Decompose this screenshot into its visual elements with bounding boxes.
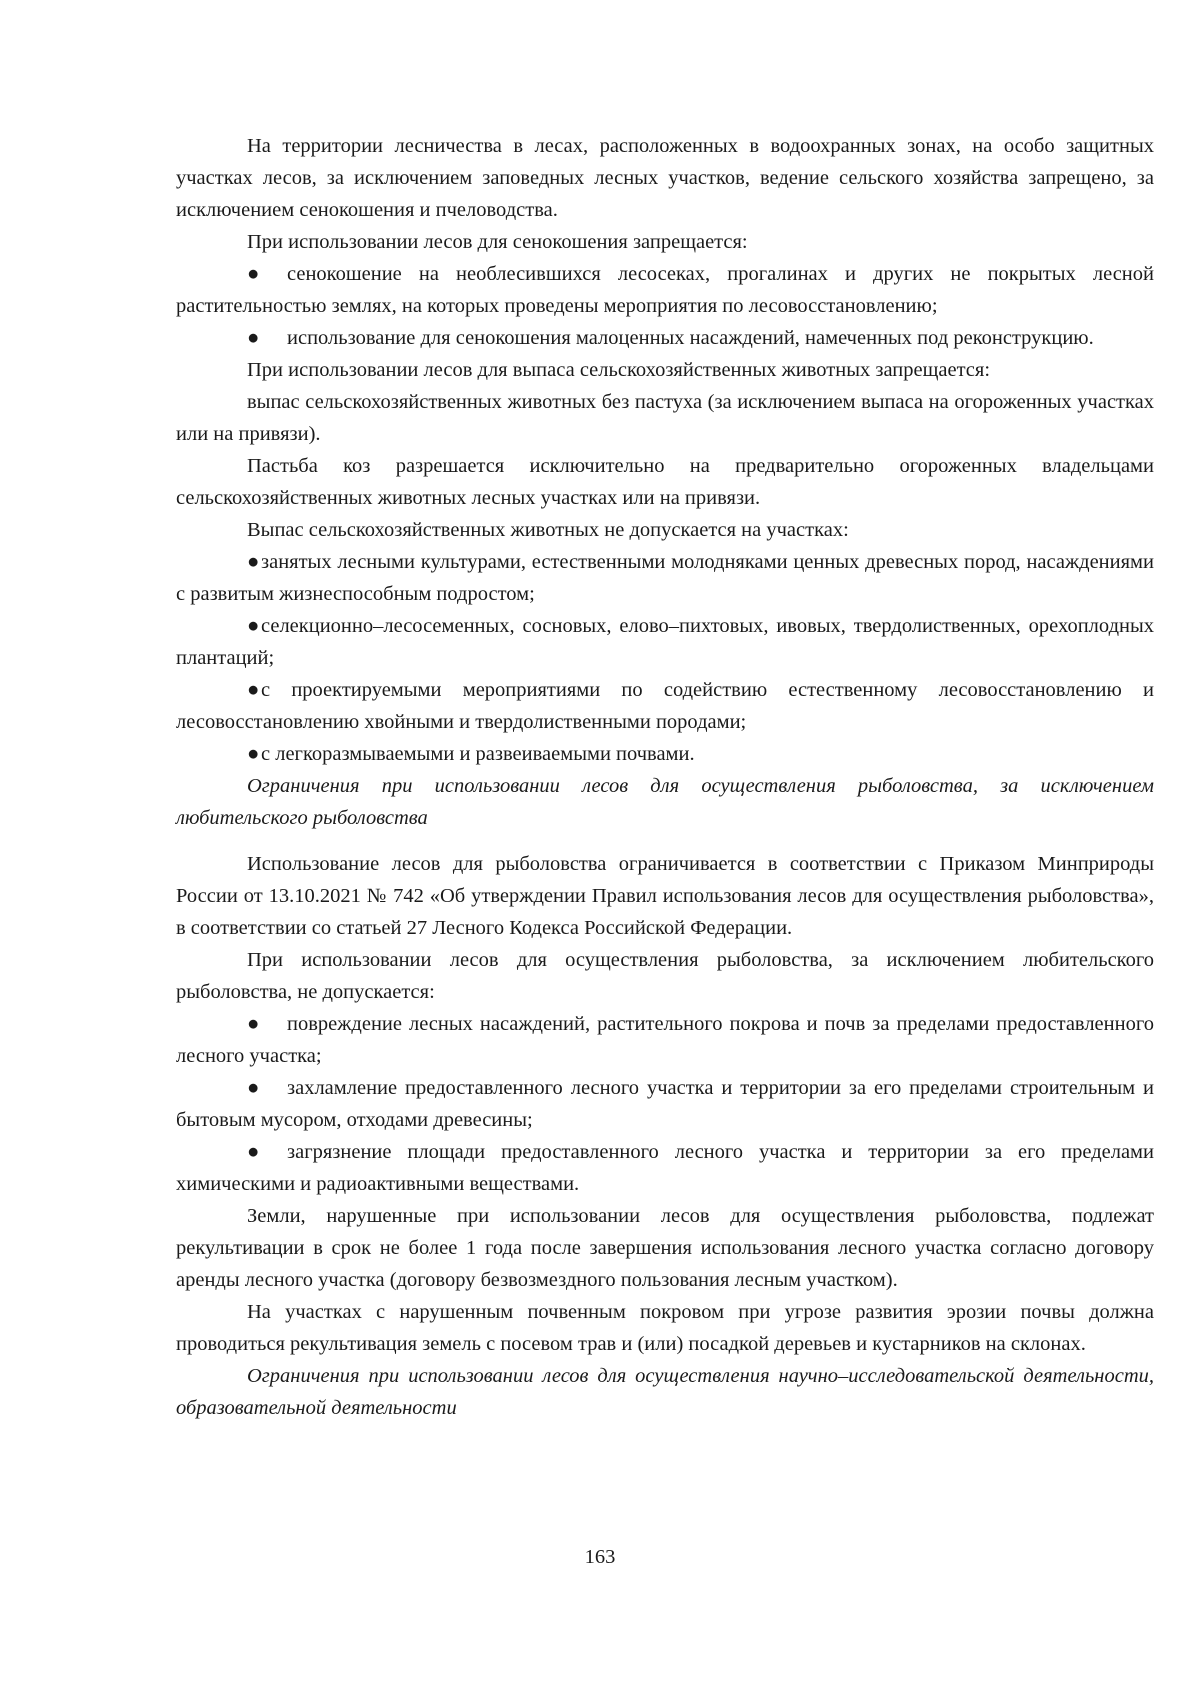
list-item [176, 258, 1154, 322]
list-item [176, 674, 1154, 738]
bullet-icon: ● [247, 743, 260, 765]
list-item-text: повреждение лесных насаждений, растительного покрова и почв за пределами предоставленного лесного участка; [176, 1013, 1154, 1067]
bullet-icon: ● [247, 1013, 260, 1035]
spacer [176, 834, 1154, 848]
paragraph: Использование лесов для рыболовства ограничивается в соответствии с Приказом Минприроды России от 13.10.2021 № 742 «Об утверждении Правил использования лесов для осуществления рыболовства», в соответствии со статьей 27 Лесного Кодекса Российской Федерации. [176, 853, 1154, 939]
bullet-icon: ● [247, 615, 260, 637]
list-item-text: загрязнение площади предоставленного лесного участка и территории за его пределами химическими и радиоактивными веществами. [176, 1141, 1154, 1195]
paragraph: На территории лесничества в лесах, расположенных в водоохранных зонах, на особо защитных участках лесов, за исключением заповедных лесных участков, ведение сельского хозяйства запрещено, за исключением сенокошения и пчеловодства. [176, 135, 1154, 221]
list-item [176, 322, 1154, 354]
list-item [176, 610, 1154, 674]
bullet-icon: ● [247, 551, 260, 573]
list-item-text: сенокошение на необлесившихся лесосеках, прогалинах и других не покрытых лесной растительностью землях, на которых проведены мероприятия по лесовосстановлению; [176, 263, 1154, 317]
bullet-icon: ● [247, 327, 260, 349]
paragraph: При использовании лесов для осуществления рыболовства, за исключением любительского рыболовства, не допускается: [176, 949, 1154, 1003]
list-item-text: с легкоразмываемыми и развеиваемыми почвами. [261, 743, 695, 765]
list-item [176, 546, 1154, 610]
list-item [176, 1136, 1154, 1200]
list-item-text: использование для сенокошения малоценных насаждений, намеченных под реконструкцию. [287, 327, 1094, 349]
bullet-icon: ● [247, 1077, 260, 1099]
list-item [176, 1008, 1154, 1072]
bullet-icon: ● [247, 263, 260, 285]
paragraph: Земли, нарушенные при использовании лесов для осуществления рыболовства, подлежат рекультивации в срок не более 1 года после завершения использования лесного участка согласно договору аренды лесного участка (договору безвозмездного пользования лесным участком). [176, 1205, 1154, 1291]
list-item [176, 1072, 1154, 1136]
section-heading: Ограничения при использовании лесов для осуществления научно–исследовательской деятельности, образовательной деятельности [176, 1365, 1154, 1419]
list-item-text: захламление предоставленного лесного участка и территории за его пределами строительным и бытовым мусором, отходами древесины; [176, 1077, 1154, 1131]
paragraph: Пастьба коз разрешается исключительно на предварительно огороженных владельцами сельскохозяйственных животных лесных участках или на привязи. [176, 455, 1154, 509]
section-heading: Ограничения при использовании лесов для осуществления рыболовства, за исключением любительского рыболовства [176, 775, 1154, 829]
page-number: 163 [584, 1546, 616, 1568]
bullet-icon: ● [247, 1141, 260, 1163]
bullet-icon: ● [247, 679, 260, 701]
list-item [176, 738, 1154, 770]
paragraph: На участках с нарушенным почвенным покровом при угрозе развития эрозии почвы должна проводиться рекультивация земель с посевом трав и (или) посадкой деревьев и кустарников на склонах. [176, 1301, 1154, 1355]
paragraph: При использовании лесов для сенокошения запрещается: [247, 231, 748, 253]
document-page [176, 130, 1154, 1424]
list-item-text: селекционно–лесосеменных, сосновых, елово–пихтовых, ивовых, твердолиственных, орехоплодных плантаций; [176, 615, 1154, 669]
paragraph: При использовании лесов для выпаса сельскохозяйственных животных запрещается: [247, 359, 991, 381]
paragraph: выпас сельскохозяйственных животных без пастуха (за исключением выпаса на огороженных участках или на привязи). [176, 391, 1154, 445]
list-item-text: занятых лесными культурами, естественными молодняками ценных древесных пород, насаждениями с развитым жизнеспособным подростом; [176, 551, 1154, 605]
paragraph: Выпас сельскохозяйственных животных не допускается на участках: [247, 519, 849, 541]
list-item-text: с проектируемыми мероприятиями по содействию естественному лесовосстановлению и лесовосстановлению хвойными и твердолиственными породами; [176, 679, 1154, 733]
